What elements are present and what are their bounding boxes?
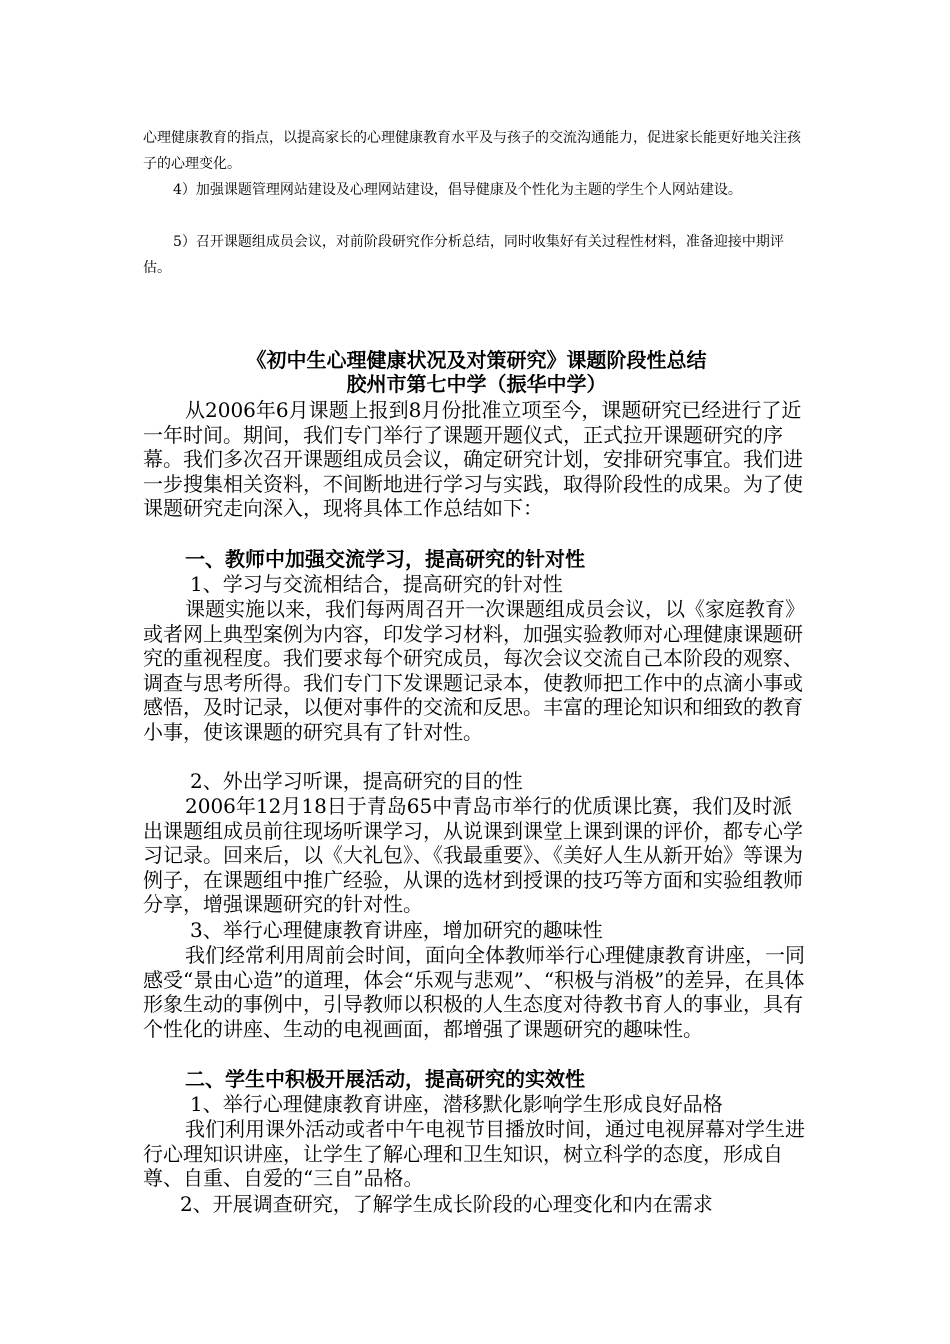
section-2-sub-2: 2、开展调查研究，了解学生成长阶段的心理变化和内在需求 xyxy=(180,1192,713,1216)
section-1-para-1: 课题实施以来，我们每两周召开一次课题组成员会议，以《家庭教育》或者网上典型案例为内容，印发学习材料，加强实验教师对心理健康课题研究的重视程度。我们要求每个研究成员，每次会议交流自己本阶段的观察、调查与思考所得。我们专门下发课题记录本，使教师把工作中的点滴小事或感悟，及时记录，以便对事件的交流和反思。丰富的理论知识和细致的教育小事，使该课题的研究具有了针对性。 xyxy=(143,597,805,744)
section-1-sub-2: 2、外出学习听课，提高研究的目的性 xyxy=(190,769,523,793)
section-1-para-2: 2006年12月18日于青岛65中青岛市举行的优质课比赛，我们及时派出课题组成员前往现场听课学习，从说课到课堂上课到课的评价，都专心学习记录。回来后，以《大礼包》、《我最重要》、《美好人生从新开始》等课为例子，在课题组中推广经验，从课的选材到授课的技巧等方面和实验组教师分享，增强课题研究的针对性。 xyxy=(143,794,803,917)
section-1-sub-1: 1、学习与交流相结合，提高研究的针对性 xyxy=(190,572,563,596)
section-2-heading: 二、学生中积极开展活动，提高研究的实效性 xyxy=(185,1067,585,1091)
school-name: 胶州市第七中学（振华中学） xyxy=(346,372,607,396)
section-2-para-1: 我们利用课外活动或者中午电视节目播放时间，通过电视屏幕对学生进行心理知识讲座，让学生了解心理和卫生知识，树立科学的态度，形成自尊、自重、自爱的“三自”品格。 xyxy=(143,1117,805,1191)
continued-paragraph: 心理健康教育的指点，以提高家长的心理健康教育水平及与孩子的交流沟通能力，促进家长能更好地关注孩子的心理变化。 xyxy=(143,130,801,172)
section-1-para-3: 我们经常利用周前会时间，面向全体教师举行心理健康教育讲座，一同感受“景由心造”的道理，体会“乐观与悲观”、“积极与消极”的差异，在具体形象生动的事例中，引导教师以积极的人生态度对待教书育人的事业，具有个性化的讲座、生动的电视画面，都增强了课题研究的趣味性。 xyxy=(143,943,805,1041)
report-title: 《初中生心理健康状况及对策研究》课题阶段性总结 xyxy=(246,348,707,372)
intro-paragraph: 从2006年6月课题上报到8月份批准立项至今，课题研究已经进行了近一年时间。期间，我们专门举行了课题开题仪式，正式拉开课题研究的序幕。我们多次召开课题组成员会议，确定研究计划，安排研究事宜。我们进一步搜集相关资料，不间断地进行学习与实践，取得阶段性的成果。为了使课题研究走向深入，现将具体工作总结如下： xyxy=(143,398,803,521)
section-1-heading: 一、教师中加强交流学习，提高研究的针对性 xyxy=(185,547,585,571)
item-4-paragraph: 4）加强课题管理网站建设及心理网站建设，倡导健康及个性化为主题的学生个人网站建设。 xyxy=(173,182,742,198)
item-5-paragraph: 5）召开课题组成员会议，对前阶段研究作分析总结，同时收集好有关过程性材料，准备迎接中期评估。 xyxy=(143,234,784,276)
section-2-sub-1: 1、举行心理健康教育讲座，潜移默化影响学生形成良好品格 xyxy=(190,1092,723,1116)
section-1-sub-3: 3、举行心理健康教育讲座，增加研究的趣味性 xyxy=(190,918,603,942)
